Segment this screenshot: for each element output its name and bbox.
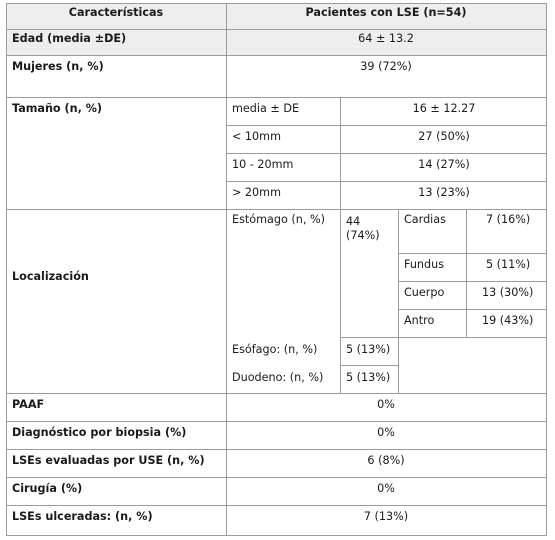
esofago-value: 5 (13%)	[346, 343, 391, 356]
paaf-label: PAAF	[12, 398, 45, 411]
edad-value: 64 ± 13.2	[358, 32, 414, 45]
lse-use-value: 6 (8%)	[367, 454, 405, 467]
grid-line	[6, 449, 547, 450]
grid-line	[466, 209, 467, 337]
stomach-sub-value: 5 (11%)	[486, 258, 531, 271]
grid-line	[6, 535, 547, 536]
grid-line	[340, 365, 399, 366]
stomach-sub-label: Fundus	[404, 258, 445, 271]
tamano-label: Tamaño (n, %)	[12, 102, 103, 115]
grid-line	[6, 477, 547, 478]
grid-line	[6, 505, 547, 506]
stomach-sub-label: Antro	[404, 314, 435, 327]
grid-line	[6, 97, 547, 98]
mujeres-value: 39 (72%)	[360, 60, 412, 73]
stomach-sub-value: 13 (30%)	[482, 286, 534, 299]
tamano-item-value: 27 (50%)	[418, 130, 470, 143]
header-patients: Pacientes con LSE (n=54)	[305, 6, 467, 19]
localizacion-label: Localización	[12, 270, 89, 283]
estomago-value-percent: (74%)	[346, 229, 380, 242]
grid-line	[226, 3, 227, 536]
esofago-label: Esófago: (n, %)	[232, 343, 318, 356]
grid-line	[398, 281, 547, 282]
estomago-value: 44	[346, 215, 361, 228]
biopsia-value: 0%	[377, 426, 395, 439]
tamano-item-label: < 10mm	[232, 130, 281, 143]
grid-line	[398, 309, 547, 310]
grid-line	[398, 209, 399, 393]
edad-label: Edad (media ±DE)	[12, 32, 127, 45]
duodeno-label: Duodeno: (n, %)	[232, 371, 324, 384]
lse-use-label: LSEs evaluadas por USE (n, %)	[12, 454, 205, 467]
grid-line	[226, 181, 547, 182]
grid-line	[6, 421, 547, 422]
cirugia-label: Cirugía (%)	[12, 482, 83, 495]
stomach-sub-label: Cuerpo	[404, 286, 445, 299]
grid-line	[340, 337, 547, 338]
grid-line	[340, 97, 341, 209]
ulceradas-value: 7 (13%)	[363, 510, 409, 523]
tamano-item-value: 13 (23%)	[418, 186, 470, 199]
cirugia-value: 0%	[377, 482, 395, 495]
stomach-sub-value: 7 (16%)	[486, 213, 531, 226]
tamano-item-label: 10 - 20mm	[232, 158, 294, 171]
tamano-item-value: 16 ± 12.27	[412, 102, 476, 115]
paaf-value: 0%	[377, 398, 395, 411]
grid-line	[6, 3, 547, 4]
header-characteristics: Características	[68, 6, 164, 19]
grid-line	[6, 393, 547, 394]
estomago-label: Estómago (n, %)	[232, 213, 325, 226]
tamano-item-value: 14 (27%)	[418, 158, 470, 171]
grid-line	[226, 125, 547, 126]
ulceradas-label: LSEs ulceradas: (n, %)	[12, 510, 153, 523]
mujeres-label: Mujeres (n, %)	[12, 60, 104, 73]
grid-line	[6, 3, 7, 536]
grid-line	[6, 55, 547, 56]
stomach-sub-value: 19 (43%)	[482, 314, 534, 327]
biopsia-label: Diagnóstico por biopsia (%)	[12, 426, 187, 439]
stomach-sub-label: Cardias	[404, 213, 446, 226]
tamano-item-label: > 20mm	[232, 186, 281, 199]
tamano-item-label: media ± DE	[232, 102, 300, 115]
grid-line	[546, 3, 547, 536]
grid-line	[226, 153, 547, 154]
grid-line	[340, 209, 341, 393]
duodeno-value: 5 (13%)	[346, 371, 391, 384]
grid-line	[398, 253, 547, 254]
grid-line	[6, 29, 547, 30]
